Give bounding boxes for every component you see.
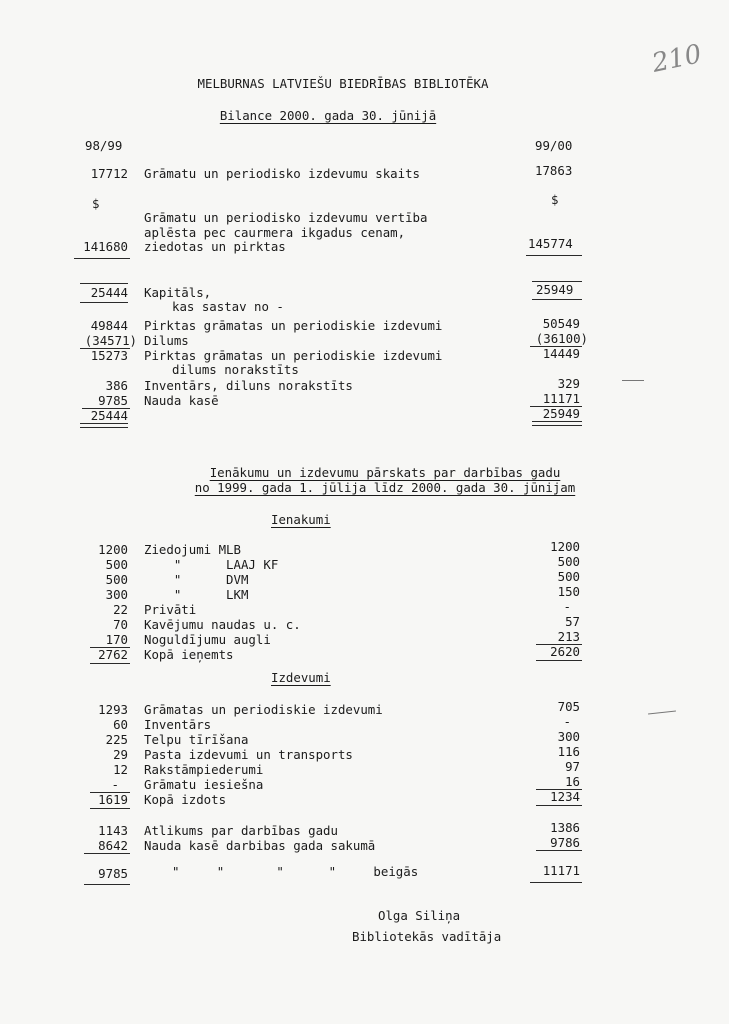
expense-row-left: 1293 (98, 702, 128, 717)
cash-end-right: 11171 (542, 863, 580, 878)
handwritten-page-number: 210 (649, 39, 705, 79)
column-header-left: 98/99 (85, 138, 123, 153)
income-row-left: 500 (105, 572, 128, 587)
rule (530, 882, 582, 883)
books-count-label: Grāmatu un periodisko izdevumu skaits (144, 166, 421, 181)
signature-name: Olga Siliņa (378, 908, 461, 923)
rule (536, 850, 582, 851)
balance-row-label: Nauda kasē (144, 393, 219, 408)
capital-sub-label: kas sastav no - (172, 299, 284, 314)
books-count-right: 17863 (535, 163, 573, 178)
income-row-left: 500 (105, 557, 128, 572)
income-row-right: 57 (565, 614, 580, 629)
expense-total-left: 1619 (98, 792, 128, 807)
expense-row-right: 300 (557, 729, 580, 744)
rule (74, 258, 130, 259)
expense-row-right: 116 (557, 744, 580, 759)
cash-start-right: 9786 (550, 835, 580, 850)
capital-right: 25949 (536, 282, 574, 297)
expense-row-right: 705 (557, 699, 580, 714)
balance-total-left: 25444 (90, 408, 128, 423)
balance-row-left: 49844 (90, 318, 128, 333)
rule (532, 299, 582, 300)
income-row-left: 300 (105, 587, 128, 602)
balance-row-right: 11171 (542, 391, 580, 406)
income-row-right: 1200 (550, 539, 580, 554)
document-title: MELBURNAS LATVIEŠU BIEDRĪBAS BIBLIOTĒKA (197, 76, 489, 91)
rule (526, 255, 582, 256)
income-total-right: 2620 (550, 644, 580, 659)
income-row-label: Privāti (144, 602, 197, 617)
balance-row-left: 386 (105, 378, 128, 393)
income-row-label: Noguldījumu augli (144, 632, 271, 647)
surplus-right: 1386 (550, 820, 580, 835)
cash-start-left: 8642 (98, 838, 128, 853)
balance-row-left: (34571) (84, 333, 137, 348)
value-label-line3: ziedotas un pirktas (144, 239, 286, 254)
expense-row-label: Rakstāmpiederumi (144, 762, 264, 777)
column-header-right: 99/00 (535, 138, 573, 153)
capital-left: 25444 (90, 285, 128, 300)
expense-row-right: - (563, 714, 571, 729)
value-label-line1: Grāmatu un periodisko izdevumu vertība (144, 210, 428, 225)
value-label-line2: aplēsta pec caurmera ikgadus cenam, (144, 225, 406, 240)
signature-role: Bibliotekās vadītāja (352, 929, 502, 944)
expense-row-label: Telpu tīrīšana (144, 732, 249, 747)
balance-subtitle: Bilance 2000. gada 30. jūnijā (219, 108, 437, 123)
expense-total-label: Kopā izdots (144, 792, 227, 807)
surplus-label: Atlikums par darbības gadu (144, 823, 338, 838)
double-rule (80, 423, 128, 428)
balance-row-right: 50549 (542, 316, 580, 331)
expense-row-label: Grāmatu iesiešna (144, 777, 264, 792)
rule (536, 660, 582, 661)
expense-row-right: 97 (565, 759, 580, 774)
expense-row-right: 16 (565, 774, 580, 789)
expense-row-label: Pasta izdevumi un transports (144, 747, 353, 762)
income-row-label: Ziedojumi MLB (144, 542, 241, 557)
rule (80, 302, 128, 303)
balance-row-label: Dilums (144, 333, 189, 348)
margin-mark (622, 380, 644, 381)
income-row-left: 1200 (98, 542, 128, 557)
currency-right: $ (551, 192, 559, 207)
balance-row-left: 15273 (90, 348, 128, 363)
cash-end-label: " " " " beigās (172, 864, 419, 879)
rule (536, 805, 582, 806)
expense-total-right: 1234 (550, 789, 580, 804)
books-count-left: 17712 (90, 166, 128, 181)
income-row-right: 500 (557, 569, 580, 584)
expense-row-left: - (111, 777, 119, 792)
balance-row-right: 329 (557, 376, 580, 391)
cash-start-label: Nauda kasē darbibas gada sakumā (144, 838, 376, 853)
income-row-label: " DVM (144, 572, 249, 587)
double-rule (532, 421, 582, 426)
report-title-line2: no 1999. gada 1. jūlija līdz 2000. gada 30. jūnijam (194, 480, 576, 495)
income-row-label: " LAAJ KF (144, 557, 279, 572)
income-row-label: Kavējumu naudas u. c. (144, 617, 301, 632)
rule (80, 283, 128, 284)
margin-mark (648, 711, 676, 715)
balance-row-right: 14449 (542, 346, 580, 361)
income-heading: Ienakumi (271, 512, 331, 527)
balance-row-label: Pirktas grāmatas un periodiskie izdevumi (144, 348, 443, 363)
report-title-line1: Ienākumu un izdevumu pārskats par darbības gadu (209, 465, 561, 480)
rule (90, 663, 130, 664)
expense-row-left: 225 (105, 732, 128, 747)
expenses-heading: Izdevumi (271, 670, 331, 685)
currency-left: $ (92, 196, 100, 211)
capital-label: Kapitāls, (144, 285, 212, 300)
income-total-label: Kopā ieņemts (144, 647, 234, 662)
income-row-left: 70 (113, 617, 128, 632)
balance-total-right: 25949 (542, 406, 580, 421)
income-row-left: 170 (105, 632, 128, 647)
expense-row-left: 12 (113, 762, 128, 777)
surplus-left: 1143 (98, 823, 128, 838)
balance-row-label: dilums norakstīts (172, 362, 299, 377)
income-row-right: - (563, 599, 571, 614)
balance-row-right: (36100) (535, 331, 588, 346)
income-row-right: 500 (557, 554, 580, 569)
value-right: 145774 (528, 236, 573, 251)
balance-row-label: Pirktas grāmatas un periodiskie izdevumi (144, 318, 443, 333)
balance-row-left: 9785 (98, 393, 128, 408)
income-row-label: " LKM (144, 587, 249, 602)
expense-row-label: Inventārs (144, 717, 212, 732)
cash-end-left: 9785 (98, 866, 128, 881)
balance-row-label: Inventārs, diluns norakstīts (144, 378, 353, 393)
expense-row-left: 60 (113, 717, 128, 732)
income-row-right: 213 (557, 629, 580, 644)
expense-row-left: 29 (113, 747, 128, 762)
rule (84, 884, 130, 885)
income-total-left: 2762 (98, 647, 128, 662)
rule (84, 853, 130, 854)
income-row-right: 150 (557, 584, 580, 599)
value-left: 141680 (83, 239, 128, 254)
income-row-left: 22 (113, 602, 128, 617)
expense-row-label: Grāmatas un periodiskie izdevumi (144, 702, 383, 717)
rule (90, 808, 130, 809)
